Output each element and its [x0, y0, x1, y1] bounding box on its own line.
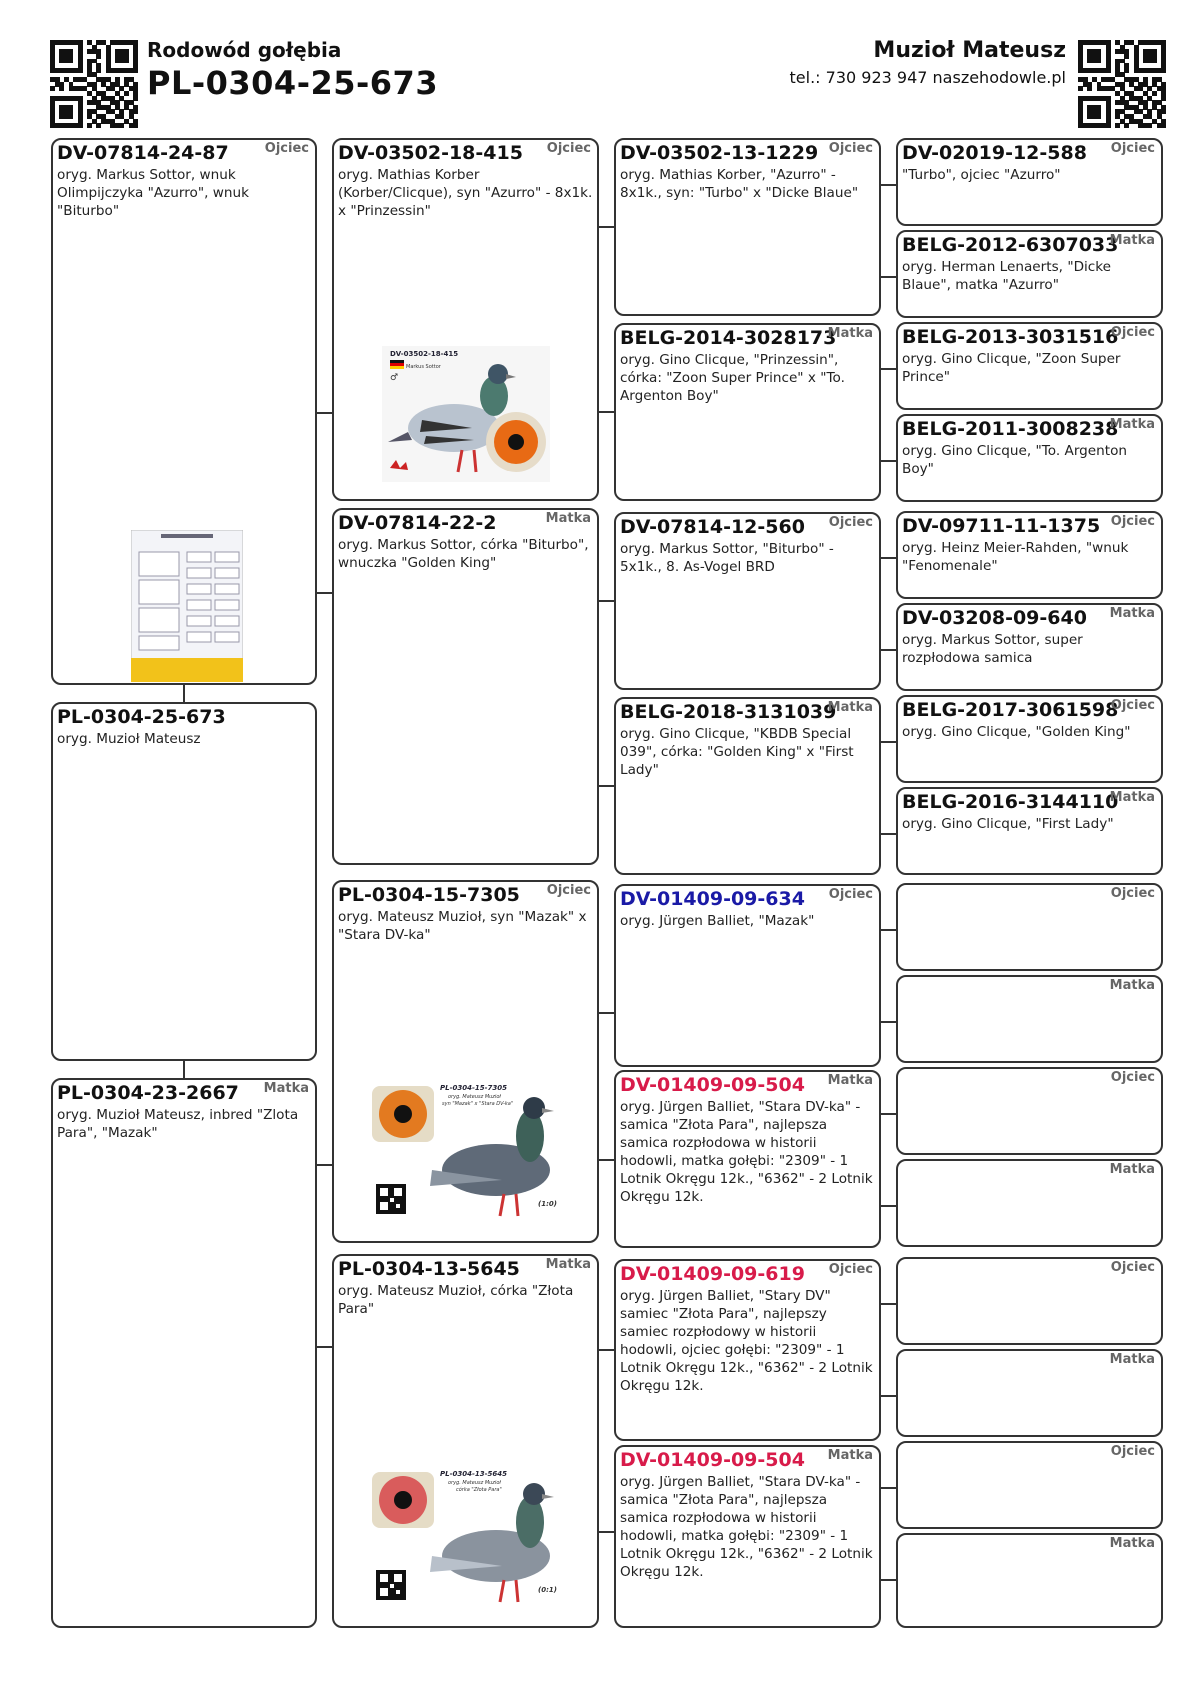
- photo-caption-line: córka "Złota Para": [456, 1487, 502, 1493]
- sex-label: Matka: [1109, 1536, 1155, 1551]
- pigeon-description: oryg. Jürgen Balliet, "Stary DV" samiec "Złota Para", najlepszy samiec rozpłodowy w historii hodowli, ojciec gołębi: "2309" - 1 Lotnik Okręgu 12k., "6362" - 2 Lotnik Okręgu 12k.: [620, 1288, 873, 1394]
- connector-line: [881, 460, 896, 462]
- connector-line: [599, 1349, 614, 1351]
- pedigree-card-gen4[interactable]: [896, 695, 1163, 783]
- ring-number: PL-0304-13-5645: [338, 1258, 520, 1280]
- sex-label: Matka: [263, 1081, 309, 1096]
- pedigree-card-gen4[interactable]: [896, 1067, 1163, 1155]
- connector-line: [881, 833, 896, 835]
- owner-contact: tel.: 730 923 947 naszehodowle.pl: [789, 68, 1066, 87]
- ring-number: BELG-2012-6307033: [902, 234, 1119, 256]
- pedigree-card-father[interactable]: [51, 138, 317, 685]
- sex-label: Matka: [1109, 790, 1155, 805]
- connector-line: [317, 592, 332, 594]
- connector-line: [881, 649, 896, 651]
- connector-line: [599, 785, 614, 787]
- ring-number: BELG-2017-3061598: [902, 699, 1119, 721]
- pedigree-document-thumbnail: [131, 530, 243, 682]
- connector-line: [599, 226, 614, 228]
- pedigree-card-gen4[interactable]: [896, 1533, 1163, 1628]
- ring-number: DV-01409-09-504: [620, 1074, 805, 1096]
- ring-number: DV-01409-09-619: [620, 1263, 805, 1285]
- pigeon-description: oryg. Muzioł Mateusz, inbred "Zlota Para", "Mazak": [57, 1107, 299, 1141]
- sex-label: Matka: [1109, 233, 1155, 248]
- ring-number: BELG-2011-3008238: [902, 418, 1119, 440]
- connector-line: [881, 929, 896, 931]
- photo-caption-ring: PL-0304-13-5645: [440, 1470, 508, 1478]
- pigeon-description: oryg. Markus Sottor, wnuk Olimpijczyka "Azurro", wnuk "Biturbo": [57, 167, 249, 219]
- pedigree-card-paternal-grandfather[interactable]: [332, 138, 599, 501]
- pigeon-description: oryg. Gino Clicque, "First Lady": [902, 816, 1114, 832]
- ring-number: DV-03502-18-415: [338, 142, 523, 164]
- pigeon-description: oryg. Mateusz Muzioł, córka "Złota Para": [338, 1283, 574, 1317]
- pigeon-description: oryg. Jürgen Balliet, "Mazak": [620, 913, 815, 929]
- pedigree-card-gen4[interactable]: [896, 230, 1163, 318]
- sex-label: Matka: [827, 326, 873, 341]
- pedigree-card-subject[interactable]: [51, 702, 317, 1061]
- sex-label: Ojciec: [1110, 325, 1155, 340]
- pigeon-description: oryg. Jürgen Balliet, "Stara DV-ka" - samica "Złota Para", najlepsza samica rozpłodowa w historii hodowli, matka gołębi: "2309" - 1 Lotnik Okręgu 12k., "6362" - 2 Lotnik Okręgu 12k.: [620, 1099, 873, 1205]
- connector-line: [881, 741, 896, 743]
- pigeon-description: oryg. Mathias Korber (Korber/Clicque), syn "Azurro" - 8x1k. x "Prinzessin": [338, 167, 593, 219]
- sex-label: Ojciec: [828, 887, 873, 902]
- connector-line: [599, 1531, 614, 1533]
- pedigree-card-gen4[interactable]: [896, 1159, 1163, 1247]
- connector-line: [599, 600, 614, 602]
- pigeon-description: oryg. Markus Sottor, "Biturbo" - 5x1k., 8. As-Vogel BRD: [620, 541, 834, 575]
- pedigree-card-gen4[interactable]: [896, 1257, 1163, 1345]
- connector-line: [881, 184, 896, 186]
- pigeon-photo: [372, 1464, 564, 1614]
- sex-label: Matka: [1109, 1162, 1155, 1177]
- pigeon-description: oryg. Jürgen Balliet, "Stara DV-ka" - samica "Złota Para", najlepsza samica rozpłodowa w historii hodowli, matka gołębi: "2309" - 1 Lotnik Okręgu 12k., "6362" - 2 Lotnik Okręgu 12k.: [620, 1474, 873, 1580]
- sex-label: Matka: [1109, 1352, 1155, 1367]
- connector-line: [599, 411, 614, 413]
- connector-line: [317, 412, 332, 414]
- sex-label: Matka: [827, 700, 873, 715]
- pedigree-card-gen4[interactable]: [896, 975, 1163, 1063]
- pigeon-description: oryg. Gino Clicque, "KBDB Special 039", córka: "Golden King" x "First Lady": [620, 726, 854, 778]
- connector-line: [317, 1164, 332, 1166]
- connector-line: [881, 276, 896, 278]
- pigeon-description: oryg. Gino Clicque, "Golden King": [902, 724, 1131, 740]
- sex-label: Ojciec: [264, 141, 309, 156]
- photo-caption-ring: PL-0304-15-7305: [440, 1084, 508, 1092]
- sex-label: Ojciec: [1110, 886, 1155, 901]
- connector-line: [881, 1303, 896, 1305]
- sex-label: Ojciec: [828, 515, 873, 530]
- pedigree-card-gen4[interactable]: [896, 1441, 1163, 1529]
- photo-caption-ring: DV-03502-18-415: [390, 350, 459, 358]
- photo-score: (0:1): [538, 1586, 557, 1594]
- sex-label: Matka: [827, 1448, 873, 1463]
- ring-number: DV-03502-13-1229: [620, 142, 819, 164]
- sex-label: Ojciec: [546, 883, 591, 898]
- pedigree-card-gen3[interactable]: [614, 512, 881, 690]
- pigeon-description: oryg. Gino Clicque, "Zoon Super Prince": [902, 351, 1121, 385]
- pedigree-card-gen3[interactable]: [614, 1070, 881, 1248]
- pigeon-photo: [372, 1078, 564, 1228]
- pedigree-card-gen4[interactable]: [896, 883, 1163, 971]
- owner-name: Muzioł Mateusz: [873, 38, 1066, 63]
- ring-number: DV-03208-09-640: [902, 607, 1087, 629]
- pigeon-description: oryg. Mateusz Muzioł, syn "Mazak" x "Stara DV-ka": [338, 909, 587, 943]
- pedigree-card-gen4[interactable]: [896, 787, 1163, 875]
- sex-label: Ojciec: [1110, 1444, 1155, 1459]
- sex-label: Ojciec: [1110, 1070, 1155, 1085]
- ring-number: BELG-2018-3131039: [620, 701, 837, 723]
- connector-line: [183, 1061, 185, 1078]
- sex-label: Matka: [1109, 606, 1155, 621]
- pedigree-card-gen3[interactable]: [614, 138, 881, 316]
- pigeon-description: "Turbo", ojciec "Azurro": [902, 167, 1061, 183]
- connector-line: [599, 1159, 614, 1161]
- sex-label: Matka: [545, 511, 591, 526]
- pedigree-card-paternal-grandmother[interactable]: [332, 508, 599, 865]
- pigeon-description: oryg. Herman Lenaerts, "Dicke Blaue", matka "Azurro": [902, 259, 1112, 293]
- ring-number: BELG-2016-3144110: [902, 791, 1119, 813]
- pedigree-card-gen4[interactable]: [896, 322, 1163, 410]
- page-title: PL-0304-25-673: [147, 64, 439, 102]
- ring-number: DV-07814-12-560: [620, 516, 805, 538]
- pigeon-photo: [382, 346, 550, 482]
- ring-number: DV-09711-11-1375: [902, 515, 1101, 537]
- photo-caption-line: syn "Mazak" x "Stara DV-ka": [442, 1101, 514, 1107]
- pigeon-description: oryg. Gino Clicque, "To. Argenton Boy": [902, 443, 1128, 477]
- ring-number: PL-0304-15-7305: [338, 884, 520, 906]
- sex-label: Ojciec: [1110, 141, 1155, 156]
- connector-line: [881, 1021, 896, 1023]
- connector-line: [881, 1487, 896, 1489]
- connector-line: [881, 1205, 896, 1207]
- connector-line: [599, 1012, 614, 1014]
- ring-number: PL-0304-23-2667: [57, 1082, 239, 1104]
- connector-line: [317, 1346, 332, 1348]
- connector-line: [881, 1579, 896, 1581]
- pedigree-card-gen4[interactable]: [896, 511, 1163, 599]
- ring-number: DV-01409-09-504: [620, 1449, 805, 1471]
- pigeon-description: oryg. Gino Clicque, "Prinzessin", córka: "Zoon Super Prince" x "To. Argenton Boy": [620, 352, 845, 404]
- ring-number: BELG-2013-3031516: [902, 326, 1119, 348]
- photo-score: (1:0): [538, 1200, 557, 1208]
- pedigree-card-mother[interactable]: [51, 1078, 317, 1628]
- ring-number: DV-01409-09-634: [620, 888, 805, 910]
- sex-label: Ojciec: [1110, 1260, 1155, 1275]
- male-symbol-icon: ♂: [390, 373, 399, 383]
- ring-number: DV-07814-24-87: [57, 142, 229, 164]
- document-subtitle: Rodowód gołębia: [147, 38, 342, 62]
- pedigree-card-gen3[interactable]: [614, 884, 881, 1067]
- pedigree-card-gen4[interactable]: [896, 603, 1163, 691]
- photo-caption-line: oryg. Mateusz Muzioł: [448, 1094, 501, 1100]
- ring-number: DV-02019-12-588: [902, 142, 1087, 164]
- sex-label: Ojciec: [1110, 514, 1155, 529]
- connector-line: [881, 1395, 896, 1397]
- connector-line: [881, 557, 896, 559]
- connector-line: [881, 368, 896, 370]
- photo-caption-owner: Markus Sottor: [406, 364, 441, 370]
- pedigree-card-maternal-grandmother[interactable]: [332, 1254, 599, 1628]
- pigeon-description: oryg. Heinz Meier-Rahden, "wnuk "Fenomenale": [902, 540, 1129, 574]
- sex-label: Matka: [1109, 978, 1155, 993]
- connector-line: [881, 1113, 896, 1115]
- ring-number: PL-0304-25-673: [57, 706, 226, 728]
- pedigree-card-maternal-grandfather[interactable]: [332, 880, 599, 1243]
- pedigree-card-gen3[interactable]: [614, 697, 881, 875]
- sex-label: Matka: [1109, 417, 1155, 432]
- pigeon-description: oryg. Markus Sottor, super rozpłodowa samica: [902, 632, 1083, 666]
- connector-line: [183, 685, 185, 702]
- pedigree-card-gen3[interactable]: [614, 1259, 881, 1441]
- sex-label: Ojciec: [1110, 698, 1155, 713]
- pedigree-card-gen4[interactable]: [896, 138, 1163, 226]
- qr-code-right-icon: [1078, 40, 1166, 128]
- sex-label: Ojciec: [546, 141, 591, 156]
- ring-number: DV-07814-22-2: [338, 512, 497, 534]
- pedigree-card-gen3[interactable]: [614, 323, 881, 501]
- sex-label: Ojciec: [828, 141, 873, 156]
- pedigree-card-gen4[interactable]: [896, 1349, 1163, 1437]
- pedigree-card-gen3[interactable]: [614, 1445, 881, 1628]
- photo-caption-line: oryg. Mateusz Muzioł: [448, 1480, 501, 1486]
- pigeon-description: oryg. Muzioł Mateusz: [57, 731, 201, 747]
- pedigree-card-gen4[interactable]: [896, 414, 1163, 502]
- sex-label: Matka: [827, 1073, 873, 1088]
- ring-number: BELG-2014-3028173: [620, 327, 837, 349]
- qr-code-left-icon: [50, 40, 138, 128]
- pigeon-description: oryg. Markus Sottor, córka "Biturbo", wnuczka "Golden King": [338, 537, 589, 571]
- pigeon-description: oryg. Mathias Korber, "Azurro" - 8x1k., syn: "Turbo" x "Dicke Blaue": [620, 167, 859, 201]
- sex-label: Matka: [545, 1257, 591, 1272]
- sex-label: Ojciec: [828, 1262, 873, 1277]
